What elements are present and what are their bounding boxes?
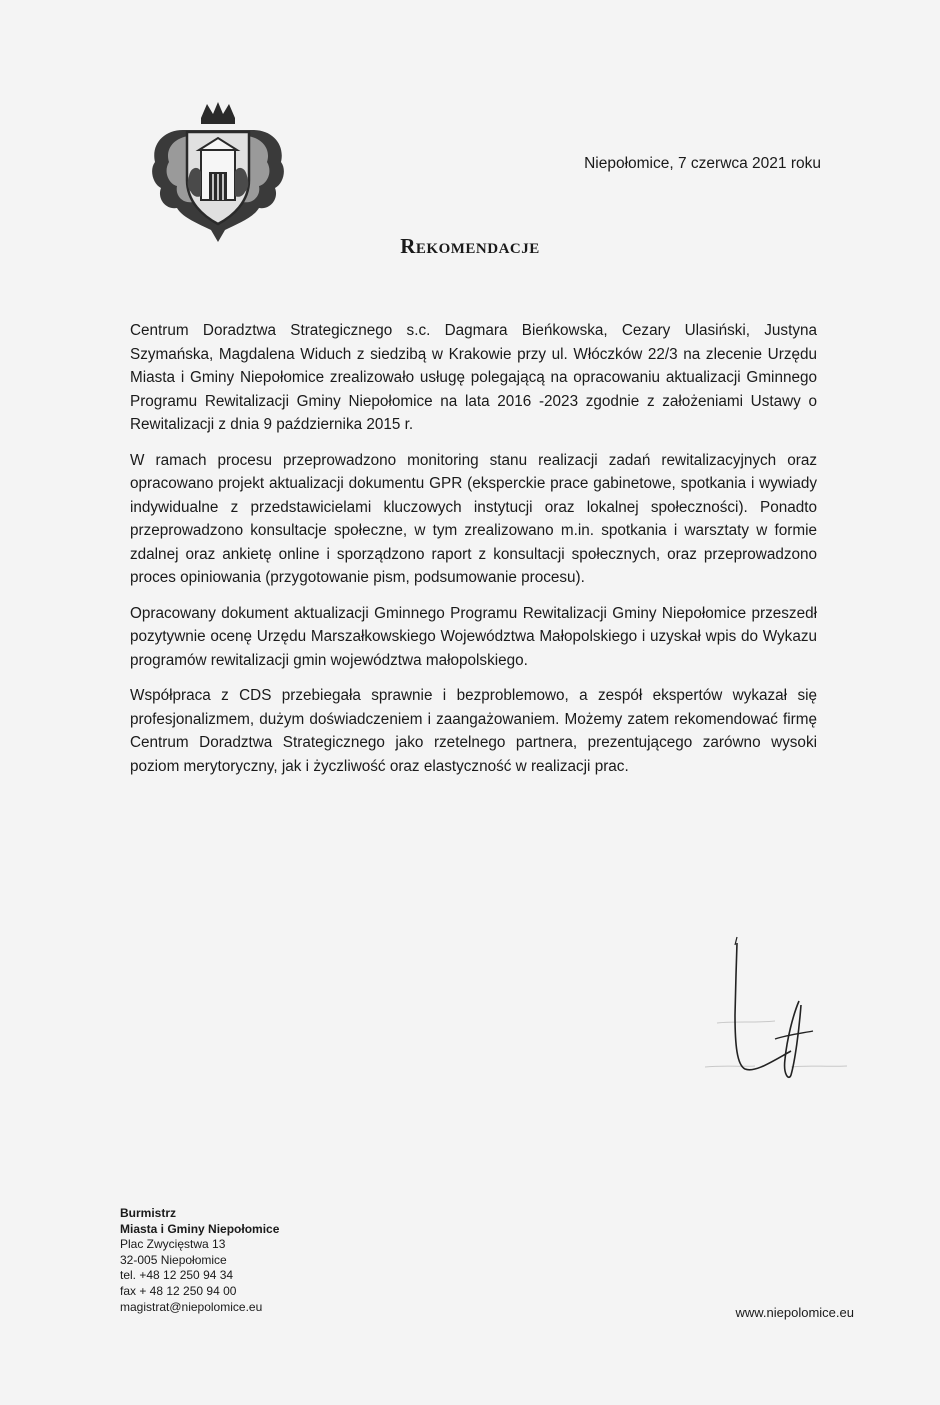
footer-address	[120, 1206, 279, 1315]
handwritten-signature-icon	[695, 935, 855, 1095]
email-address: magistrat@niepolomice.eu	[120, 1299, 263, 1314]
office-title: Burmistrz	[120, 1206, 177, 1220]
fax-number: fax + 48 12 250 94 00	[120, 1283, 237, 1298]
website-link: www.niepolomice.eu	[735, 1305, 854, 1320]
phone-number: tel. +48 12 250 94 34	[120, 1268, 234, 1283]
page-title: Rekomendacje	[400, 234, 540, 258]
paragraph: W ramach procesu przeprowadzono monitoring stanu realizacji zadań rewitalizacyjnych oraz opracowano projekt aktualizacji dokumentu GPR (eksperckie prace gabinetowe, spotkania i wywiady indywidualne z przedstawicielami kluczowych instytucji oraz lokalnej społeczności). Ponadto przeprowadzono konsultacje społeczne, w tym zrealizowano m.in. spotkania i warsztaty w formie zdalnej oraz ankietę online i sporządzono raport z konsultacji społecznych, oraz przeprowadzono proces opiniowania (przygotowanie pism, podsumowanie procesu).	[130, 451, 817, 586]
letter-date: Niepołomice, 7 czerwca 2021 roku	[584, 155, 821, 172]
postal-address: 32-005 Niepołomice	[120, 1252, 227, 1267]
street-address: Plac Zwycięstwa 13	[120, 1237, 226, 1252]
office-name: Miasta i Gminy Niepołomice	[120, 1221, 280, 1236]
paragraph: Współpraca z CDS przebiegała sprawnie i bezproblemowo, a zespół ekspertów wykazał się profesjonalizmem, dużym doświadczeniem i zaangażowaniem. Możemy zatem rekomendować firmę Centrum Doradztwa Strategicznego jako rzetelnego partnera, prezentującego zarówno wysoki poziom merytoryczny, jak i życzliwość oraz elastyczność w realizacji prac.	[130, 687, 817, 775]
coat-of-arms-icon	[143, 100, 293, 245]
letter-body	[130, 319, 817, 790]
paragraph: Centrum Doradztwa Strategicznego s.c. Dagmara Bieńkowska, Cezary Ulasiński, Justyna Szymańska, Magdalena Widuch z siedzibą w Krakowie przy ul. Włóczków 22/3 na zlecenie Urzędu Miasta i Gminy Niepołomice zrealizowało usługę polegającą na opracowaniu aktualizacji Gminnego Programu Rewitalizacji Gminy Niepołomice na lata 2016 -2023 zgodnie z założeniami Ustawy o Rewitalizacji z dnia 9 października 2015 r.	[130, 322, 817, 433]
paragraph: Opracowany dokument aktualizacji Gminnego Programu Rewitalizacji Gminy Niepołomice przeszedł pozytywnie ocenę Urzędu Marszałkowskiego Województwa Małopolskiego i uzyskał wpis do Wykazu programów rewitalizacji gmin województwa małopolskiego.	[130, 604, 817, 669]
